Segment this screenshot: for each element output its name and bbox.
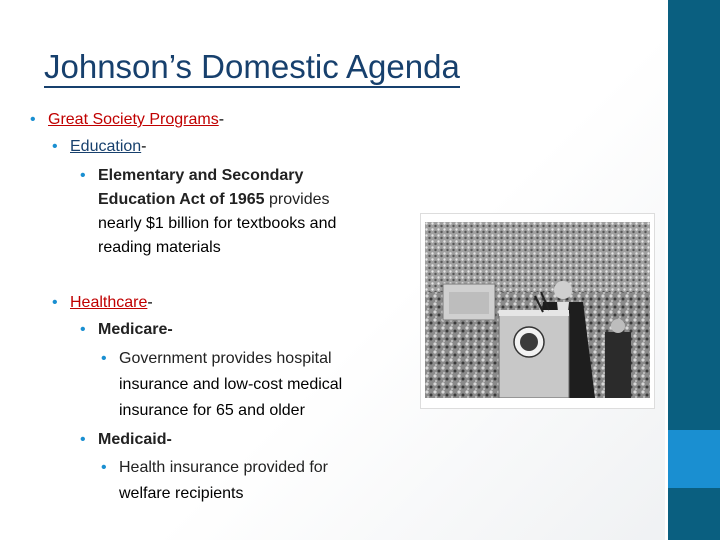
bullet-education [52, 135, 147, 159]
bullet-icon: • [52, 294, 58, 311]
bullet-medicaid-detail [101, 456, 328, 480]
speech-photo-illustration [425, 222, 650, 398]
great-society-link[interactable]: Great Society Programs [48, 111, 219, 128]
medicare-detail-line1: Government provides hospital [119, 350, 332, 367]
healthcare-link[interactable]: Healthcare [70, 294, 148, 311]
medicare-detail-line2: insurance and low-cost medical [119, 376, 343, 393]
side-bar-top [665, 0, 720, 430]
education-link[interactable]: Education [70, 138, 142, 155]
bullet-icon: • [80, 167, 86, 184]
side-bar-highlight [665, 430, 720, 488]
bullet-icon: • [30, 111, 36, 128]
side-bar-divider [665, 0, 668, 540]
medicare-label: Medicare- [98, 321, 173, 338]
photo-johnson-speech [420, 213, 655, 409]
medicaid-detail-line2: welfare recipients [119, 485, 244, 502]
bullet-medicaid [80, 428, 172, 452]
bullet-healthcare [52, 291, 153, 315]
great-society-suffix: - [218, 111, 225, 128]
slide-title: Johnson’s Domestic Agenda [44, 48, 460, 88]
medicaid-detail-line1: Health insurance provided for [119, 459, 329, 476]
medicaid-label: Medicaid- [98, 431, 172, 448]
bullet-medicare [80, 318, 173, 342]
esea-line4: reading materials [98, 239, 221, 256]
esea-line2-rest: provides [264, 191, 330, 208]
bullet-great-society [30, 108, 224, 132]
bullet-icon: • [52, 138, 58, 155]
healthcare-suffix: - [147, 294, 153, 311]
esea-line2-row [98, 188, 329, 212]
medicare-detail-line3: insurance for 65 and older [119, 402, 305, 419]
bullet-esea [80, 164, 303, 188]
esea-line1: Elementary and Secondary [98, 167, 304, 184]
education-suffix: - [141, 138, 147, 155]
esea-line3: nearly $1 billion for textbooks and [98, 215, 337, 232]
bullet-icon: • [101, 459, 107, 476]
bullet-icon: • [80, 321, 86, 338]
esea-act-name: Education Act of 1965 [98, 191, 265, 208]
side-accent-bar [665, 0, 720, 540]
bullet-icon: • [101, 350, 107, 367]
bullet-medicare-detail [101, 347, 332, 371]
side-bar-bottom [665, 488, 720, 540]
bullet-icon: • [80, 431, 86, 448]
